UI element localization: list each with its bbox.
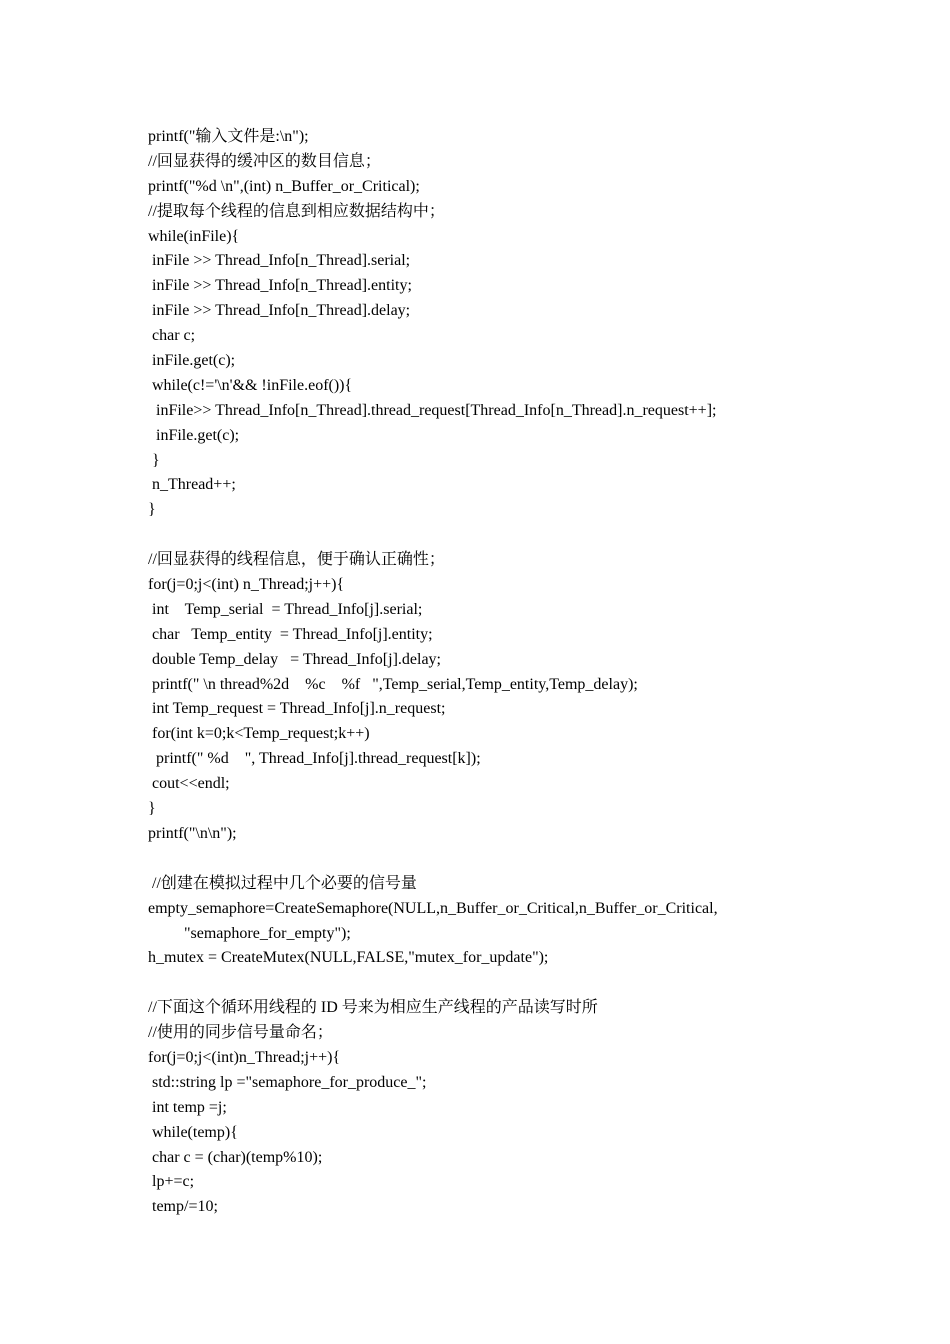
code-line: printf(" \n thread%2d %c %f ",Temp_serial,Temp_entity,Temp_delay);	[148, 675, 638, 693]
blank-line	[148, 847, 928, 872]
code-line: for(j=0;j<(int) n_Thread;j++){	[148, 576, 345, 594]
code-line: std::string lp ="semaphore_for_produce_";	[148, 1073, 427, 1091]
code-line: //下面这个循环用线程的 ID 号来为相应生产线程的产品读写时所	[148, 999, 598, 1017]
code-line: }	[148, 800, 156, 818]
code-line: double Temp_delay = Thread_Info[j].delay;	[148, 650, 441, 668]
code-line: n_Thread++;	[148, 476, 236, 494]
code-line: inFile.get(c);	[148, 352, 236, 370]
code-line: char c;	[148, 327, 196, 345]
code-line: inFile>> Thread_Info[n_Thread].thread_request[Thread_Info[n_Thread].n_request++];	[148, 401, 717, 419]
code-line: int temp =j;	[148, 1098, 227, 1116]
code-line: int Temp_serial = Thread_Info[j].serial;	[148, 600, 423, 618]
code-line: char Temp_entity = Thread_Info[j].entity;	[148, 625, 433, 643]
code-line: cout<<endl;	[148, 775, 230, 793]
code-line: temp/=10;	[148, 1198, 218, 1216]
blank-line	[148, 971, 928, 996]
code-line: while(inFile){	[148, 227, 240, 245]
code-line: printf("输入文件是:\n");	[148, 128, 309, 145]
code-line: printf("%d \n",(int) n_Buffer_or_Critical);	[148, 177, 420, 195]
code-line: while(temp){	[148, 1123, 238, 1141]
code-line: //回显获得的线程信息，便于确认正确性；	[148, 551, 445, 569]
code-line: //使用的同步信号量命名；	[148, 1024, 333, 1042]
code-line: printf(" %d ", Thread_Info[j].thread_request[k]);	[148, 750, 481, 768]
code-line: int Temp_request = Thread_Info[j].n_request;	[148, 700, 446, 718]
code-line: char c = (char)(temp%10);	[148, 1148, 323, 1166]
code-line: while(c!='\n'&& !inFile.eof()){	[148, 376, 353, 394]
code-line: inFile >> Thread_Info[n_Thread].delay;	[148, 302, 411, 320]
code-line: for(j=0;j<(int)n_Thread;j++){	[148, 1048, 341, 1066]
blank-line	[148, 523, 928, 548]
code-line: h_mutex = CreateMutex(NULL,FALSE,"mutex_for_update");	[148, 949, 549, 967]
code-line: inFile >> Thread_Info[n_Thread].serial;	[148, 252, 411, 270]
code-line: //提取每个线程的信息到相应数据结构中；	[148, 202, 445, 220]
code-line: for(int k=0;k<Temp_request;k++)	[148, 725, 370, 743]
code-line: //回显获得的缓冲区的数目信息；	[148, 152, 381, 170]
code-line: //创建在模拟过程中几个必要的信号量	[148, 874, 417, 892]
code-line: empty_semaphore=CreateSemaphore(NULL,n_Buffer_or_Critical,n_Buffer_or_Critical,	[148, 899, 718, 917]
code-line: inFile >> Thread_Info[n_Thread].entity;	[148, 277, 412, 295]
code-line: printf("\n\n");	[148, 824, 237, 842]
code-line: "semaphore_for_empty");	[148, 924, 351, 942]
code-line: }	[148, 451, 160, 469]
code-line: inFile.get(c);	[148, 426, 240, 444]
code-line: }	[148, 501, 156, 519]
code-document	[148, 125, 928, 1220]
code-line: lp+=c;	[148, 1173, 195, 1191]
